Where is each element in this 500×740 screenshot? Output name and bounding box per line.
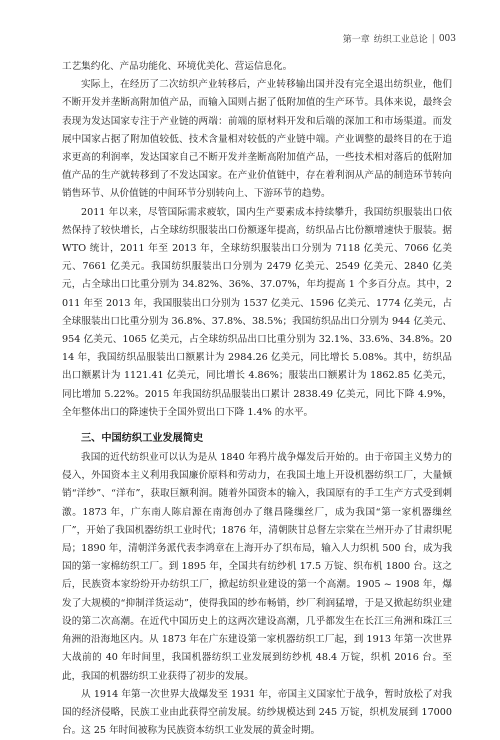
chapter-label: 第一章 (342, 35, 370, 45)
page-body (62, 58, 452, 740)
body-paragraph: 从 1914 年第一次世界大战爆发至 1931 年，帝国主义国家忙于战争，暂时放松了对我国的经济侵略，民族工业由此获得空前发展。纺纱规模达到 245 万锭，织机发展到 17000 台。这 25 年时间被称为民族资本纺织工业发展的黄金时期。 (62, 688, 452, 737)
running-header (343, 32, 456, 45)
header-separator: | (431, 33, 435, 44)
body-paragraph: 实际上，在经历了二次纺织产业转移后，产业转移输出国并没有完全退出纺织业，他们不断开发并垄断高附加值产品，而输入国则占据了低附加值的生产环节。具体来说，最终会表现为发达国家专注于产业链的两端：前端的原材料开发和后端的深加工和市场渠道。而发展中国家占据了附加值较低、技术含量相对较低的产业链中端。产业调整的最终目的在于追求更高的利润率，发达国家自己不断开发并垄断高附加值产品，一些技术相对落后的低附加值产品的生产就转移到了不发达国家。在产业价值链中，存在着利润从产品的制造环节转向销售环节、从价值链的中间环节分别转向上、下游环节的趋势。 (62, 79, 452, 200)
body-paragraph: 我国的近代纺织业可以认为是从 1840 年鸦片战争爆发后开始的。由于帝国主义势力的侵入，外国资本主义利用我国廉价原料和劳动力，在我国土地上开设机器纺织工厂，大量倾销“洋纱”、“洋布”，获取巨额利润。随着外国资本的输入，我国原有的手工生产方式受到刺激。1873 年，广东南人陈启源在南海创办了继昌隆缫丝厂，成为我国“第一家机器缫丝厂”，开始了我国机器纺织工业时代；1876 年，清朝陕甘总督左宗棠在兰州开办了甘肃织呢局；1890 年，清朝洋务派代表李鸿章在上海开办了织布局，输入人力织机 500 台，成为我国的第一家棉纺织工厂。到 1895 年，全国共有纺纱机 17.5 万锭、织布机 1800 台。这之后，民族资本家纷纷开办纺织工厂，掀起纺织业建设的第一个高潮。1905 ~ 1908 年，爆发了大规模的“抑制洋货运动”，使得我国的纱布畅销，纱厂利润猛增，于是又掀起纺织业建设的第二次高潮。在近代中国历史上的这两次建设高潮，几乎都发生在长江三角洲和珠江三角洲的沿海地区内。从 1873 年在广东建设第一家机器纺织工厂起，到 1913 年第一次世界大战前的 40 年时间里，我国机器纺织工业发展到纺纱机 48.4 万锭，织机 2016 台。至此，我国的机器纺织工业获得了初步的发展。 (62, 452, 452, 682)
body-paragraph: 2011 年以来，尽管国际需求疲软，国内生产要素成本持续攀升，我国纺织服装出口依然保持了较快增长，占全球纺织服装出口份额逐年提高，纺织品占比份额增速快于服装。据 WTO 统计，2011 年至 2013 年，全球纺织服装出口分别为 7118 亿美元、7066 亿美元、7661 亿美元。我国纺织服装出口分别为 2479 亿美元、2549 亿美元、2840 亿美元，占全球出口比重分别为 34.82%、36%、37.07%，年均提高 1 个多百分点。其中，2011 年至 2013 年，我国服装出口分别为 1537 亿美元、1596 亿美元、1774 亿美元，占全球服装出口比重分别为 36.8%、37.8%、38.5%；我国纺织品出口分别为 944 亿美元、954 亿美元、1065 亿美元，占全球纺织品出口比重分别为 32.1%、33.6%、34.8%。2014 年，我国纺织品服装出口额累计为 2984.26 亿美元，同比增长 5.08%。其中，纺织品出口额累计为 1121.41 亿美元，同比增长 4.86%；服装出口额累计为 1862.85 亿美元，同比增加 5.22%。2015 年我国纺织品服装出口累计 2838.49 亿美元，同比下降 4.9%，全年整体出口的降速快于全国外贸出口下降 1.4% 的水平。 (62, 206, 452, 418)
chapter-title: 纺织工业总论 (373, 35, 428, 45)
page-number: 003 (438, 33, 456, 44)
section-heading: 三、中国纺织工业发展简史 (81, 433, 204, 445)
body-paragraph: 工艺集约化、产品功能化、环境优美化、营运信息化。 (62, 61, 293, 72)
